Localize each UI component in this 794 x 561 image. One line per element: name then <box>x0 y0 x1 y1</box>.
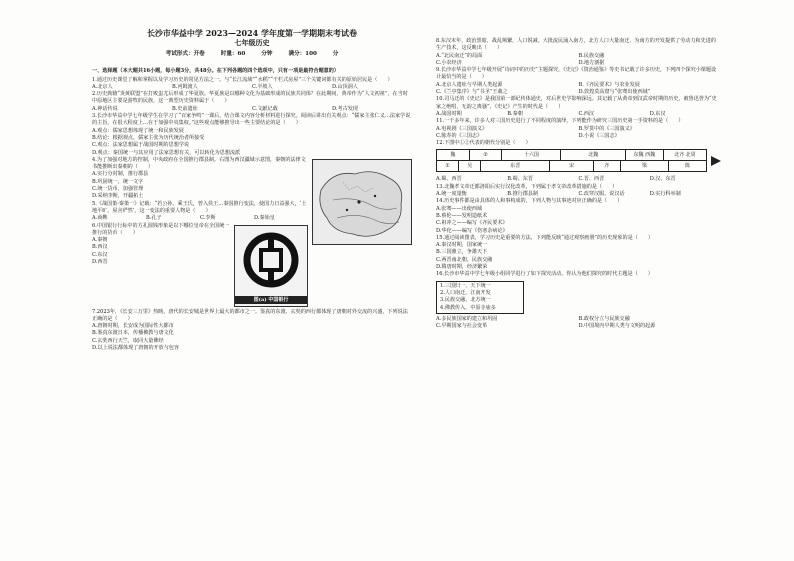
question-stem: 5.《战国策·秦策一》记载：“若公孙，乘王氏，曾入侯王…秦国推行变法，使国力日益强大，‘土地平旷，屋舍俨然’，这一变法的重要人物是（ ） <box>92 200 307 214</box>
option-c[interactable]: C.李斯 <box>200 215 216 222</box>
option-b[interactable]: B.秦朝 <box>507 110 523 117</box>
question-14 <box>436 198 721 234</box>
question-13 <box>436 184 721 199</box>
option-d[interactable]: D.地方割据 <box>578 59 605 66</box>
question-4 <box>92 157 412 201</box>
option-d[interactable]: D.以上说法都体现了唐朝的开放与包容 <box>92 345 180 352</box>
question-stem: 7.2023年，《长安三万里》热映，唐代的长安城是世界上最大的都市之一。鉴真的东渡、玄奘的西行都体现了唐朝对外交流的兴盛，下列说法正确的是（ ） <box>92 308 408 322</box>
option-a[interactable]: A.战国时期 <box>436 110 462 117</box>
timeline-cell: 宋 <box>550 161 593 171</box>
exam-full-score: 满分：100 分 <box>288 51 339 57</box>
question-11 <box>436 118 721 140</box>
question-stem: 9.长沙市华益中学七年级开展“诗词中的历史”主题探究，《史记》《资治通鉴》等史书记载了许多历史，下列四个探究小课题设计最恰当的是（ ） <box>436 67 717 81</box>
question-options <box>92 323 412 352</box>
option-d[interactable]: D.观点：秦国统一与其应用了法家思想有关，可以转化为思想流派 <box>92 149 241 156</box>
option-b[interactable]: B.西汉 <box>92 244 108 251</box>
exam-title: 长沙市华益中学 2023—2024 学年度第一学期期末考试卷 <box>146 28 358 38</box>
option-a[interactable]: A.“北民南迁”的局面 <box>436 52 483 59</box>
option-c[interactable]: C.改穿汉服、说汉话 <box>578 191 625 198</box>
question-options <box>92 106 412 113</box>
activity-item: 3.民族交融，北方统一 <box>440 297 491 304</box>
option-b[interactable]: B.民族交融 <box>578 52 605 59</box>
timeline-cell: 吴 <box>459 161 481 171</box>
option-b[interactable]: B.孔子 <box>146 215 162 222</box>
timeline-cell: 东晋 <box>481 161 550 171</box>
question-1 <box>92 77 412 92</box>
option-a[interactable]: A.统一度量衡 <box>436 191 467 198</box>
option-c[interactable]: C.玄奘西行天竺，取回大量佛经 <box>92 337 164 344</box>
option-b[interactable]: B.巩固统一，统一文字 <box>92 178 144 185</box>
option-d[interactable]: D.采纳李斯，开疆拓土 <box>92 193 144 200</box>
option-b[interactable]: B.史前遗址 <box>172 105 198 112</box>
timeline-cell: 梁 <box>621 161 669 171</box>
left-column <box>92 28 412 352</box>
option-a[interactable]: A.北京人遗址与早期人类起源 <box>436 81 503 88</box>
option-d[interactable]: D.华佗——编写《伤寒杂病论》 <box>436 227 508 234</box>
option-c[interactable]: C.东汉 <box>92 251 108 258</box>
option-a[interactable]: A.秦朝 <box>92 237 108 244</box>
question-options <box>92 128 412 157</box>
option-c[interactable]: C.祖冲之——编写《齐民要术》 <box>436 220 508 227</box>
question-stem: 11.一千多年来，许多人对三国历史进行了不同程度的演绎，下列能作为研究三国历史第一手资料的是（ ） <box>436 118 684 125</box>
question-stem: 8.东汉末年，政治黑暗，战乱频繁，人口锐减。大批流民涌入南方，北方人口大量南迁，为南方的开发提供了劳动力和先进的生产技术，这反映出（ ） <box>436 38 716 52</box>
activity-item: 4.佛教传入，中原寺庙多 <box>440 304 496 311</box>
question-stem: 4.为了加强对地方的控制，中央政府在全国推行郡县制。右图为西汉疆域示意图，秦朝的法律文书能推断出秦朝的（ ） <box>92 156 306 171</box>
question-options <box>436 176 721 183</box>
option-b[interactable]: B.推行郡县制 <box>507 191 539 198</box>
right-column <box>436 38 721 330</box>
option-a[interactable]: A.观点：儒家思想体现了统一和民族发展 <box>92 127 184 134</box>
option-a[interactable]: A.北京人 <box>92 83 113 90</box>
question-16 <box>436 271 721 330</box>
option-c[interactable]: C.观点：法家思想属于战国时期的思想学说 <box>92 142 190 149</box>
timeline-cell: 十六国 <box>502 150 561 160</box>
exam-form: 考试形式：开卷 <box>165 51 205 57</box>
option-d[interactable]: D.隋唐时期，经济繁荣 <box>436 264 488 271</box>
exam-duration: 时量：60 分钟 <box>220 51 273 57</box>
option-a[interactable]: A.多民族国家的建立和巩固 <box>436 315 498 322</box>
question-options <box>92 237 230 266</box>
question-stem: 6.中国银行行标中的方孔圆钱形象是以下哪位皇帝在全国统一推行的货币（ ） <box>92 222 230 236</box>
question-15 <box>436 235 721 271</box>
question-7 <box>92 309 412 353</box>
option-d[interactable]: D.秦始皇 <box>254 215 275 222</box>
option-c[interactable]: C.西汉 <box>578 110 595 117</box>
option-d[interactable]: D.山顶洞人 <box>332 83 358 90</box>
option-d[interactable]: D.实行科举制 <box>649 191 681 198</box>
option-a[interactable]: A.秦汉时期，国家统一 <box>436 242 488 249</box>
option-c[interactable]: C.早期国家与社会变革 <box>436 323 488 330</box>
option-a[interactable]: A.张骞——出使西域 <box>436 205 483 212</box>
question-options <box>436 82 721 97</box>
question-options <box>92 215 308 222</box>
question-stem: 14.历史事件都是由具体的人和事构成的，下列人物与其事迹对应正确的是（ ） <box>436 198 623 205</box>
question-10 <box>436 96 721 118</box>
exam-meta <box>92 51 412 58</box>
question-stem: 12.下图中①②代表的朝代分别是（ ） <box>436 140 531 147</box>
question-12 <box>436 140 721 184</box>
timeline-cell: 齐 <box>594 161 621 171</box>
question-options <box>436 206 721 235</box>
question-options <box>436 242 721 271</box>
option-d[interactable]: D.汉、东晋 <box>649 176 676 183</box>
map-figure <box>312 159 412 245</box>
option-c[interactable]: C.文献记载 <box>252 105 278 112</box>
option-c[interactable]: C.半坡人 <box>252 83 273 90</box>
option-d[interactable]: D.小说《三国志》 <box>578 132 620 139</box>
option-b[interactable]: B.政权分立与民族交融 <box>578 315 630 322</box>
timeline-cell: 陈 <box>685 163 691 170</box>
section-heading: 一、选择题（本大题共16小题，每小题3分，共48分。在下列各题的四个选项中，只有一项是最符合题意的） <box>92 68 339 75</box>
option-b[interactable]: B.鉴真东渡日本，传播佛教与唐文化 <box>92 330 174 337</box>
option-c[interactable]: C.晋、西晋 <box>578 176 605 183</box>
option-a[interactable]: A.商鞅 <box>92 215 108 222</box>
exam-subtitle: 七年级历史 <box>234 38 270 47</box>
timeline-cell: ② <box>470 150 503 160</box>
timeline-arrow-icon <box>711 156 721 166</box>
option-b[interactable]: B.罗贯中的《三国演义》 <box>578 125 635 132</box>
timeline-cell: 魏 <box>437 150 470 160</box>
timeline-cell: 东魏 西魏 <box>626 150 664 160</box>
option-c[interactable]: C.统一货币，加强管理 <box>92 186 144 193</box>
timeline-cell: ① <box>437 161 459 171</box>
question-9 <box>436 67 721 96</box>
question-2 <box>92 91 412 113</box>
question-stem: 2.历史典籍“炎黄联盟”在打败蚩尤后形成了华夏族。华夏族是以哪种文化为基础形成的民族共同体？在此期间，黄帝作为“人文初祖”，在当时中原地区主要是游牧的民族，这一典型历史资料属于（ ） <box>92 91 408 105</box>
option-c[interactable]: C.小农经济 <box>436 59 462 66</box>
question-stem: 1.通过历史课堂了解和掌握以及学习历史的常见方法之一。与“长江流域”“水稻”“干栏式房屋”三个关键词都有关的原始居民是（ ） <box>92 76 393 83</box>
dynasty-timeline <box>436 149 721 173</box>
option-d[interactable]: D.敦煌莫高窟与“张骞出使西域” <box>578 89 651 96</box>
question-3 <box>92 113 412 157</box>
question-options <box>436 316 721 331</box>
option-a[interactable]: A.蜀、西晋 <box>436 176 462 183</box>
option-b[interactable]: B.结论：根据观点，儒家主张为历代统治者所接受 <box>92 134 205 141</box>
question-options <box>92 171 308 200</box>
option-c[interactable]: C.两晋南北朝，民族交融 <box>436 256 493 263</box>
question-stem: 16.长沙市华益中学七年级小组同学进行了如下探究活动。你认为他们探究的时代主题是（ ） <box>436 271 653 278</box>
option-a[interactable]: A.电视剧《三国演义》 <box>436 125 488 132</box>
activity-item: 1.三国归一，天下统一 <box>440 282 491 289</box>
bank-logo-figure <box>234 225 308 307</box>
option-c[interactable]: C.陈寿的《三国志》 <box>436 132 483 139</box>
option-b[interactable]: B.《齐民要术》与农业发展 <box>578 81 640 88</box>
option-b[interactable]: B.三国鼎立，争雄天下 <box>436 249 488 256</box>
question-stem: 3.长沙市华益中学七年级学生在学习了“百家争鸣”一课后，结合课文内容分析材料进行探究。阅读后讲出有关观点：“儒家主张仁义…法家学说的主旨，在很大程度上…在于加强中央集权。”这些观点能够推导出一些主要结论的是（ ） <box>92 113 411 127</box>
question-options <box>436 53 721 68</box>
question-stem: 15.通过阅读图表，学习历史是重要的方法，下列能反映“通过观察画册”的历史现象的是（ ） <box>436 234 654 241</box>
option-d[interactable]: D.中国境内早期人类与文明的起源 <box>578 323 656 330</box>
option-d[interactable]: D.西晋 <box>92 259 108 266</box>
option-c[interactable]: C.《兰亭集序》与“书圣”王羲之 <box>436 89 508 96</box>
option-b[interactable]: B.蔡伦——发明造纸术 <box>436 212 488 219</box>
timeline-cell: 北魏 <box>561 150 625 160</box>
option-b[interactable]: B.河姆渡人 <box>172 83 198 90</box>
bank-logo-caption: 图(a) 中国银行 <box>235 296 307 304</box>
option-d[interactable]: D.考古发现 <box>332 105 358 112</box>
question-stem: 10.司马迁的《史记》是我国第一部纪传体通史，对后世史学影响深远。其记载了从黄帝到汉武帝时期的历史，被鲁迅誉为“史家之绝唱，无韵之离骚”，《史记》产生的时代是（ ） <box>436 96 717 110</box>
option-b[interactable]: B.蜀、东晋 <box>507 176 533 183</box>
question-stem: 13.北魏孝文帝迁都洛阳后实行汉化改革，下列属于孝文帝改革措施的是（ ） <box>436 183 618 190</box>
option-a[interactable]: A.神话传说 <box>92 105 118 112</box>
activity-list-box <box>436 281 524 314</box>
question-options <box>436 126 721 141</box>
question-8 <box>436 38 721 67</box>
timeline-south-row <box>436 160 707 172</box>
option-a[interactable]: A.实行分封制，推行郡县 <box>92 171 149 178</box>
timeline-cell: 北齐 北周 <box>674 152 696 159</box>
option-d[interactable]: D.东汉 <box>649 110 666 117</box>
map-illustration <box>313 160 411 244</box>
bank-logo-icon <box>243 232 299 288</box>
option-a[interactable]: A.唐朝时期，长安成为国际性大都市 <box>92 323 174 330</box>
activity-item: 2.人口南迁，江南开发 <box>440 289 491 296</box>
